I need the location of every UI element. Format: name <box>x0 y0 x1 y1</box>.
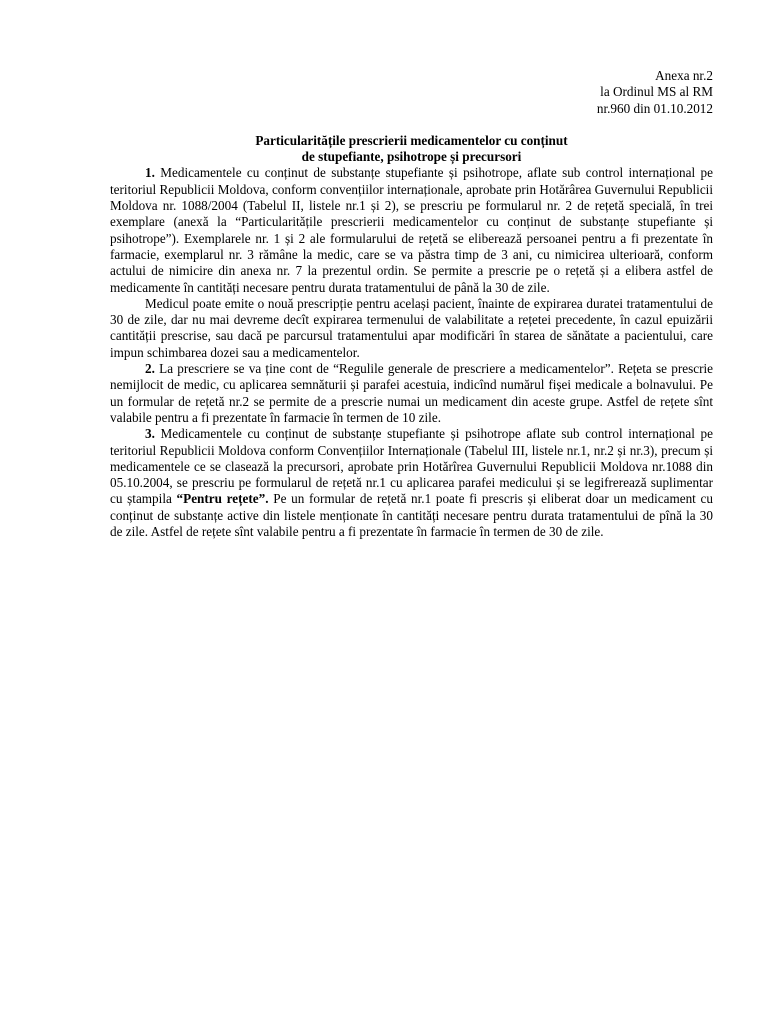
document-page <box>110 68 713 540</box>
document-title <box>110 133 713 166</box>
annex-reference <box>110 68 713 117</box>
paragraph-1-text: Medicamentele cu conținut de substanțe stupefiante și psihotrope, aflate sub control internațional pe teritoriul Republicii Moldova, conform convențiilor internaționale, aprobate prin Hotărârea Guvernului Republicii Moldova nr. 1088/2004 (Tabelul II, listele nr.1 și 2), se prescriu pe formularul nr. 2 de rețetă specială, în trei exemplare (anexă la “Particularitățile prescrierii medicamentelor cu conținut de substanțe stupefiante și psihotrope”). Exemplarele nr. 1 și 2 ale formularului de rețetă se eliberează persoanei pentru a fi prezentate în farmacie, exemplarul nr. 3 rămâne la medic, care se va păstra timp de 3 ani, cu nimicirea ulterioară, conform actului de nimicire din anexa nr. 7 la prezentul ordin. Se permite a prescrie pe o rețetă și a elibera astfel de medicamente în cantități necesare pentru durata tratamentului de până la 30 de zile. <box>110 165 713 295</box>
paragraph-2 <box>110 361 713 426</box>
annex-order: la Ordinul MS al RM <box>600 84 713 100</box>
title-line-2: de stupefiante, psihotrope și precursori <box>301 149 522 165</box>
paragraph-3-number: 3. <box>145 426 155 442</box>
annex-number: Anexa nr.2 <box>655 68 713 83</box>
title-line-1: Particularitățile prescrierii medicamentelor cu conținut <box>255 132 568 148</box>
paragraph-1 <box>110 165 713 295</box>
paragraph-3 <box>110 426 713 540</box>
paragraph-1b <box>110 296 713 361</box>
paragraph-3-text-b: Pe un formular de rețetă nr.1 poate fi prescris și eliberat doar un medicament cu conținut de substanțe active din listele menționate în cantități necesare pentru durata tratamentului de pînă la 30 de zile. Astfel de rețete sînt valabile pentru a fi prezentate în farmacie în termen de 30 de zile. <box>110 491 713 540</box>
paragraph-1b-text: Medicul poate emite o nouă prescripție pentru același pacient, înainte de expirarea duratei tratamentului de 30 de zile, dar nu mai devreme decît expirarea termenului de valabilitate a rețetei precedente, în cazul epuizării cantității prescrise, sau dacă pe parcursul tratamentului apar modificări în starea de sănătate a pacientului, care impun schimbarea dozei sau a medicamentelor. <box>110 295 713 360</box>
paragraph-3-text-a: Medicamentele cu conținut de substanțe stupefiante și psihotrope aflate sub control internațional pe teritoriul Republicii Moldova conform Convențiilor Internaționale (Tabelul III, listele nr.1, nr.2 și nr.3), precum și medicamentele ce se clasează la precursori, aprobate prin Hotărîrea Guvernului Republicii Moldova nr.1088 din 05.10.2004, se prescriu pe formularul de rețetă nr.1 cu aplicarea parafei medicului și se legifrerează suplimentar cu ștampila <box>110 426 713 507</box>
stamp-label: “Pentru rețete”. <box>176 491 269 507</box>
annex-order-date: nr.960 din 01.10.2012 <box>596 100 713 116</box>
paragraph-1-number: 1. <box>145 165 155 181</box>
paragraph-2-text: La prescriere se va ține cont de “Regulile generale de prescriere a medicamentelor”. Rețeta se prescrie nemijlocit de medic, cu aplicarea semnăturii și parafei acestuia, indicînd numărul fișei medicale a bolnavului. Pe un formular de rețetă nr.2 se permite de a prescrie numai un medicament din aceste grupe. Astfel de rețete sînt valabile pentru a fi prezentate în farmacie în termen de 10 zile. <box>110 361 713 425</box>
paragraph-2-number: 2. <box>145 361 155 377</box>
